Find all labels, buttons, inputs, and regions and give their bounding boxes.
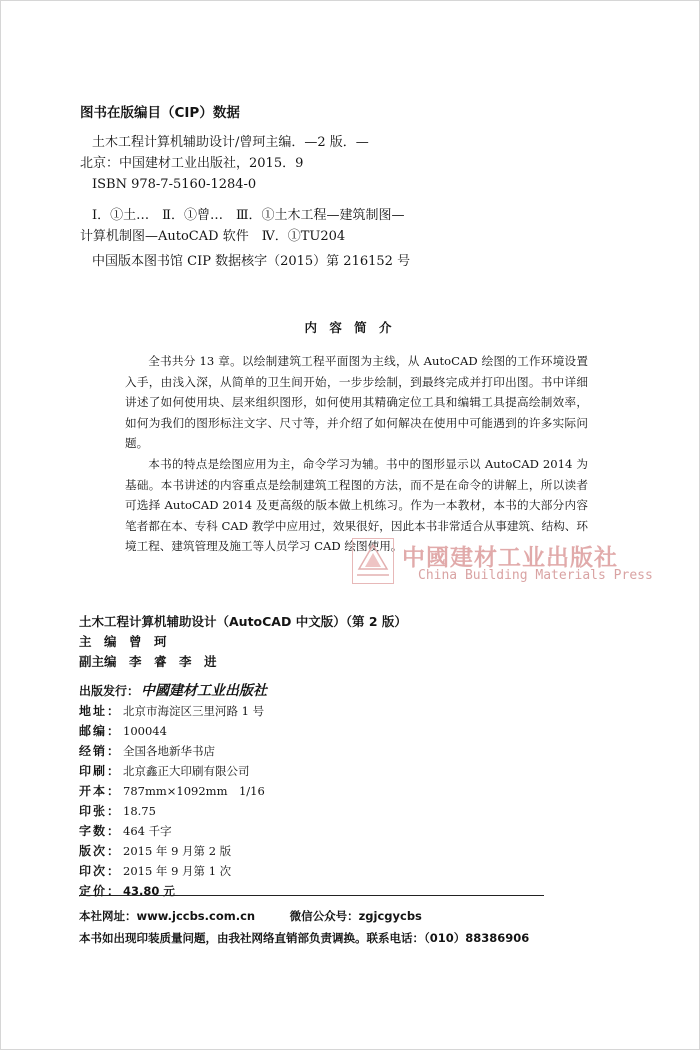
pub-label: 开本： <box>79 784 119 798</box>
pub-label: 经销： <box>79 744 119 758</box>
summary-body <box>125 351 588 557</box>
pub-label: 版次： <box>79 844 119 858</box>
cip-line-5: 计算机制图—AutoCAD 软件 Ⅳ．①TU204 <box>80 229 346 244</box>
publisher-name: 中國建材工业出版社 <box>141 683 268 699</box>
publisher-label: 出版发行： <box>79 684 140 698</box>
pub-row-sheets <box>79 801 267 821</box>
pub-label: 地址： <box>79 704 119 718</box>
cip-number: 中国版本图书馆 CIP 数据核字（2015）第 216152 号 <box>92 254 411 269</box>
divider <box>79 895 544 896</box>
pub-label: 印次： <box>79 864 119 878</box>
cip-line-1: 土木工程计算机辅助设计/曾珂主编．—2 版．— <box>92 135 369 150</box>
cip-line-2: 北京：中国建材工业出版社，2015．9 <box>80 156 304 171</box>
pub-row-format <box>79 781 267 801</box>
publication-info <box>79 681 267 901</box>
cip-isbn: ISBN 978-7-5160-1284-0 <box>92 177 257 192</box>
price-value: 43.80 元 <box>123 884 175 898</box>
pub-row-edition <box>79 841 267 861</box>
pub-value: 2015 年 9 月第 1 次 <box>123 864 232 878</box>
pub-row-postcode <box>79 721 267 741</box>
pub-label: 印刷： <box>79 764 119 778</box>
pub-row-distributor <box>79 741 267 761</box>
publisher-watermark <box>352 538 653 590</box>
pub-value: 2015 年 9 月第 2 版 <box>123 844 232 858</box>
pub-row-wordcount <box>79 821 267 841</box>
pub-value: 全国各地新华书店 <box>123 744 215 758</box>
pub-value: 北京鑫正大印刷有限公司 <box>123 764 250 778</box>
pub-row-printer <box>79 761 267 781</box>
pub-value: 北京市海淀区三里河路 1 号 <box>123 704 265 718</box>
summary-title: 内 容 简 介 <box>304 320 396 335</box>
watermark-english-name: China Building Materials Press <box>418 568 653 583</box>
footer-notice: 本书如出现印装质量问题，由我社网络直销部负责调换。联系电话：（010）88386906 <box>79 931 530 945</box>
book-credits <box>79 632 217 672</box>
watermark-chinese-name: 中國建材工业出版社 <box>402 544 618 571</box>
pub-value: 100044 <box>123 724 167 738</box>
deputy-editor-line: 副主编 李 睿 李 进 <box>79 654 217 669</box>
pub-label: 印张： <box>79 804 119 818</box>
editor-line: 主 编 曾 珂 <box>79 634 167 649</box>
summary-paragraph-2: 本书的特点是绘图应用为主，命令学习为辅。书中的图形显示以 AutoCAD 2014 为基础。本书讲述的内容重点是绘制建筑工程图的方法，而不是在命令的讲解上，所以读者可选择 AutoCAD 2014 及更高级的版本做上机练习。作为一本教材，本书的大部分内容笔者都在本、专科 CAD 教学中应用过，效果很好，因此本书非常适合从事建筑、结构、环境工程、建筑管理及施工等人员学习 CAD 绘图使用。 <box>125 456 588 554</box>
footer <box>79 905 529 949</box>
pub-label: 邮编： <box>79 724 119 738</box>
pub-row-price <box>79 881 267 901</box>
cip-block <box>80 132 410 272</box>
pub-label: 定价： <box>79 884 119 898</box>
publisher-logo-icon <box>352 538 394 584</box>
pub-row-address <box>79 701 267 721</box>
publisher-row <box>79 681 267 701</box>
pub-value: 464 千字 <box>123 824 172 838</box>
pub-label: 字数： <box>79 824 119 838</box>
cip-title: 图书在版编目（CIP）数据 <box>80 105 240 121</box>
pub-row-printing <box>79 861 267 881</box>
pub-value: 787mm×1092mm 1/16 <box>123 784 265 798</box>
pub-value: 18.75 <box>123 804 156 818</box>
book-title: 土木工程计算机辅助设计（AutoCAD 中文版）（第 2 版） <box>79 614 407 629</box>
footer-website: 本社网址：www.jccbs.com.cn 微信公众号：zgjcgycbs <box>79 909 422 923</box>
summary-paragraph-1: 全书共分 13 章。以绘制建筑工程平面图为主线，从 AutoCAD 绘图的工作环境设置入手，由浅入深，从简单的卫生间开始，一步步绘制，到最终完成并打印出图。书中详细讲述了如何使用块、层来组织图形，如何使用其精确定位工具和编辑工具提高绘制效率，如何为我们的图形标注文字、尺寸等，并介绍了如何解决在使用中可能遇到的许多实际问题。 <box>125 354 588 451</box>
cip-line-4: Ⅰ．①土… Ⅱ．①曾… Ⅲ．①土木工程—建筑制图— <box>92 208 405 223</box>
